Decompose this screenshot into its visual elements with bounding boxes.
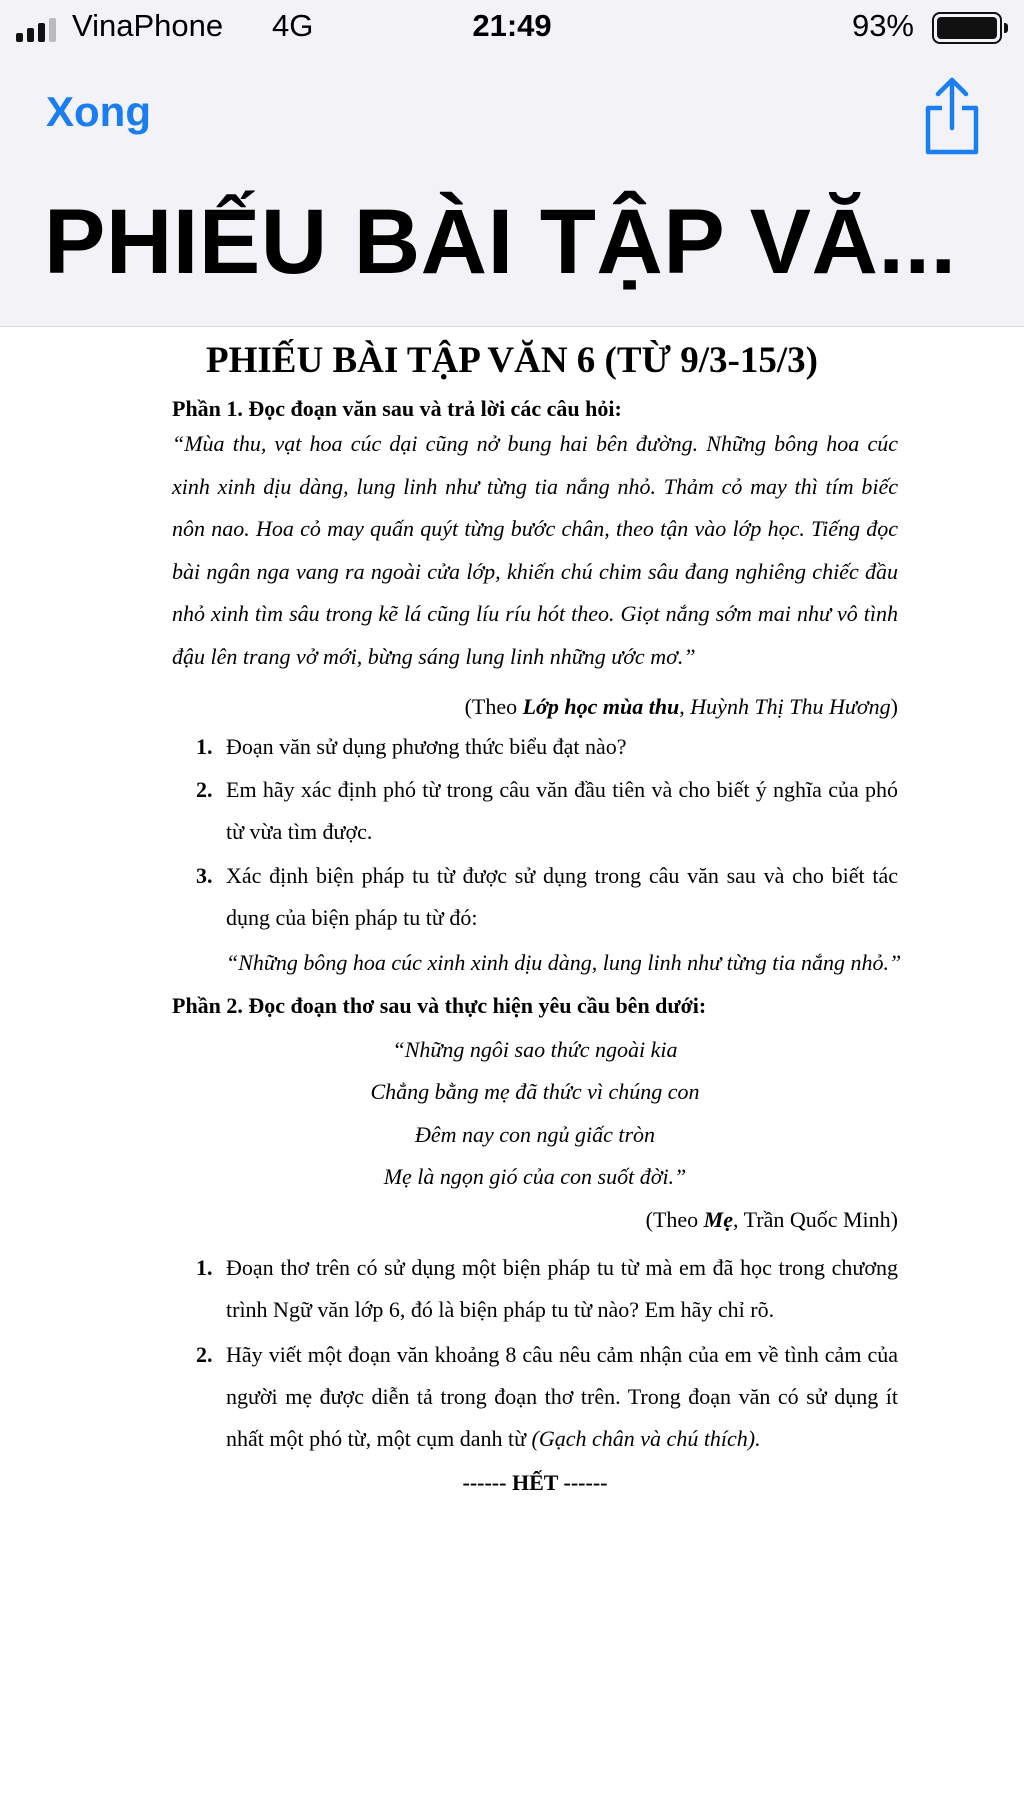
poem-line: Chẳng bằng mẹ đã thức vì chúng con xyxy=(370,1079,700,1104)
status-bar xyxy=(0,0,1024,58)
part1-question: 1. Đoạn văn sử dụng phương thức biểu đạt nào? xyxy=(196,734,627,759)
done-button[interactable]: Xong xyxy=(46,88,151,135)
share-button[interactable] xyxy=(922,76,982,156)
network-type: 4G xyxy=(272,8,314,43)
clock: 21:49 xyxy=(472,8,552,43)
poem-line: Đêm nay con ngủ giấc tròn xyxy=(414,1122,656,1147)
page-title: PHIẾU BÀI TẬP VĂN 6 (TỪ 9/3-15/3) xyxy=(206,340,818,381)
poem-line: Mẹ là ngọn gió của con suốt đời.” xyxy=(383,1164,687,1189)
battery-icon xyxy=(932,12,1002,44)
part1-question: 2. Em hãy xác định phó từ trong câu văn đầu tiên và cho biết ý nghĩa của phó từ vừa tìm được. xyxy=(196,777,898,844)
source-author: Huỳnh Thị Thu Hương xyxy=(690,694,891,719)
source-work: Mẹ xyxy=(703,1207,733,1232)
battery-percentage: 93% xyxy=(851,8,914,43)
source-work: Lớp học mùa thu xyxy=(522,694,680,719)
carrier-name: VinaPhone xyxy=(72,8,224,43)
part2-question: 2. Hãy viết một đoạn văn khoảng 8 câu nêu cảm nhận của em về tình cảm của người mẹ được diễn tả trong đoạn thơ trên. Trong đoạn văn có sử dụng ít nhất một phó từ, một cụm danh từ (Gạch chân và chú thích). xyxy=(196,1342,898,1451)
quoted-sentence: “Những bông hoa cúc xinh xinh dịu dàng, lung linh như từng tia nắng nhỏ.” xyxy=(226,950,902,975)
navigation-header xyxy=(0,0,1024,327)
part1-source: (Theo Lớp học mùa thu, Huỳnh Thị Thu Hương) xyxy=(464,694,898,719)
part1-question: 3. Xác định biện pháp tu từ được sử dụng trong câu văn sau và cho biết tác dụng của biện pháp tu từ đó: xyxy=(196,863,898,930)
question-note: (Gạch chân và chú thích). xyxy=(531,1426,761,1451)
share-icon xyxy=(922,76,982,156)
passage: “Mùa thu, vạt hoa cúc dại cũng nở bung hai bên đường. Những bông hoa cúc xinh xinh dịu dàng, lung linh như từng tia nắng nhỏ. Thảm cỏ may thì tím biếc nôn nao. Hoa cỏ may quấn quýt từng bước chân, theo tận vào lớp học. Tiếng đọc bài ngân nga vang ra ngoài cửa lớp, khiến chú chim sâu đang nghiêng chiếc đầu nhỏ xinh tìm sâu trong kẽ lá cũng líu ríu hót theo. Giọt nắng sớm mai như vô tình đậu lên trang vở mới, bừng sáng lung linh những ước mơ.” xyxy=(172,431,898,669)
document-title-header: PHIẾU BÀI TẬP VĂ... xyxy=(44,191,957,293)
document-page xyxy=(0,327,1024,1820)
poem-line: “Những ngôi sao thức ngoài kia xyxy=(392,1037,678,1062)
end-marker: ------ HẾT ------ xyxy=(462,1470,608,1495)
part2-source: (Theo Mẹ, Trần Quốc Minh) xyxy=(645,1207,898,1232)
part2-question: 1. Đoạn thơ trên có sử dụng một biện pháp tu từ mà em đã học trong chương trình Ngữ văn lớp 6, đó là biện pháp tu từ nào? Em hãy chỉ rõ. xyxy=(196,1255,898,1322)
part2-heading: Phần 2. Đọc đoạn thơ sau và thực hiện yêu cầu bên dưới: xyxy=(172,993,707,1018)
part1-heading: Phần 1. Đọc đoạn văn sau và trả lời các câu hỏi: xyxy=(172,396,622,421)
